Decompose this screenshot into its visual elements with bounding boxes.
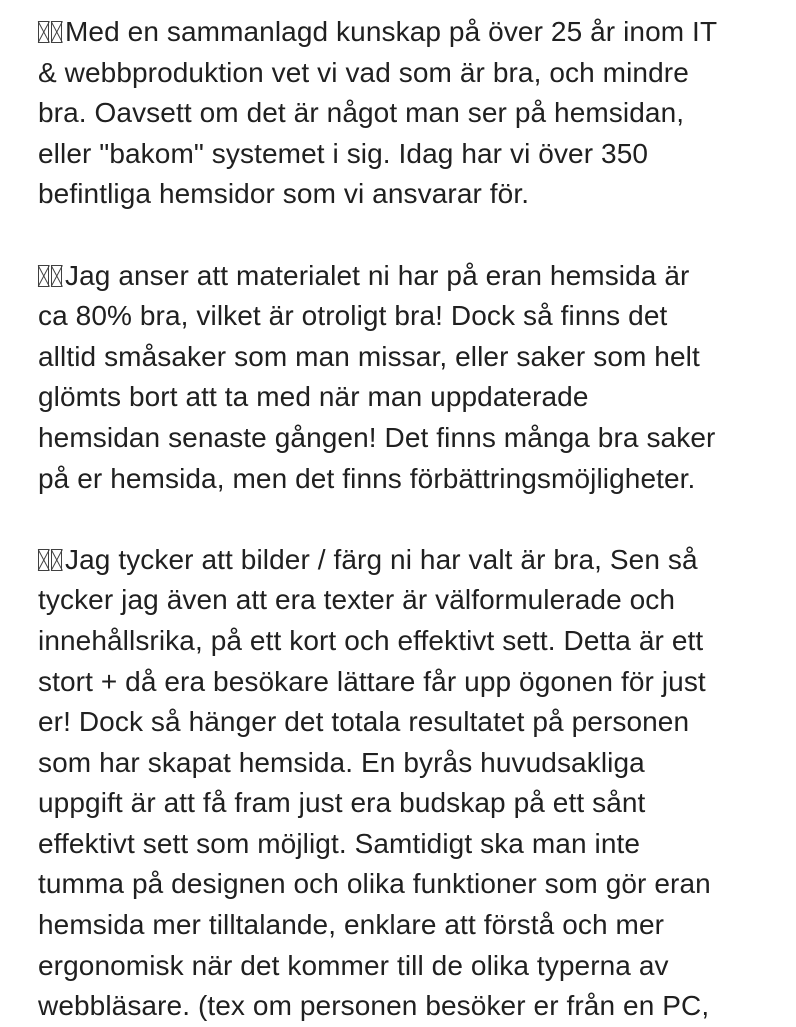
text-line: stort + då era besökare lättare får upp ögonen för just <box>38 665 706 697</box>
text-line: som har skapat hemsida. En byrås huvudsakliga <box>38 746 645 778</box>
text-line: ergonomisk när det kommer till de olika typerna av <box>38 949 669 981</box>
paragraph-spacer <box>38 215 778 256</box>
missing-glyph-icon <box>38 16 64 47</box>
text-line: tumma på designen och olika funktioner som gör eran <box>38 868 711 900</box>
paragraph-2 <box>38 256 778 500</box>
text-line: uppgift är att få fram just era budskap på ett sånt <box>38 787 646 819</box>
paragraph-1 <box>38 12 778 215</box>
missing-glyph-icon <box>38 544 64 575</box>
paragraph-spacer <box>38 499 778 540</box>
text-line: Jag anser att materialet ni har på eran hemsida är <box>38 256 778 297</box>
text-line: Jag tycker att bilder / färg ni har valt är bra, Sen så <box>38 540 778 581</box>
text-line: alltid småsaker som man missar, eller saker som helt <box>38 340 700 372</box>
missing-glyph-icon <box>38 260 64 291</box>
text-line: hemsidan senaste gången! Det finns många bra saker <box>38 421 716 453</box>
message-body <box>38 12 778 1027</box>
text-line: webbläsare. (tex om personen besöker er från en PC, <box>38 990 710 1022</box>
text-line: innehållsrika, på ett kort och effektivt sett. Detta är ett <box>38 624 704 656</box>
text-line: tycker jag även att era texter är välformulerade och <box>38 584 676 616</box>
text-line: befintliga hemsidor som vi ansvarar för. <box>38 178 530 210</box>
text-line: ca 80% bra, vilket är otroligt bra! Dock så finns det <box>38 300 668 332</box>
text-line: & webbproduktion vet vi vad som är bra, och mindre <box>38 56 689 88</box>
text-line: er! Dock så hänger det totala resultatet på personen <box>38 706 690 738</box>
text-line: bra. Oavsett om det är något man ser på hemsidan, <box>38 97 685 129</box>
text-line: Med en sammanlagd kunskap på över 25 år inom IT <box>38 12 778 53</box>
text-line: på er hemsida, men det finns förbättringsmöjligheter. <box>38 462 696 494</box>
text-line: eller "bakom" systemet i sig. Idag har vi över 350 <box>38 137 649 169</box>
text-line: hemsida mer tilltalande, enklare att förstå och mer <box>38 909 665 941</box>
text-line: effektivt sett som möjligt. Samtidigt ska man inte <box>38 827 641 859</box>
paragraph-3 <box>38 540 778 1027</box>
text-line: glömts bort att ta med när man uppdaterade <box>38 381 589 413</box>
